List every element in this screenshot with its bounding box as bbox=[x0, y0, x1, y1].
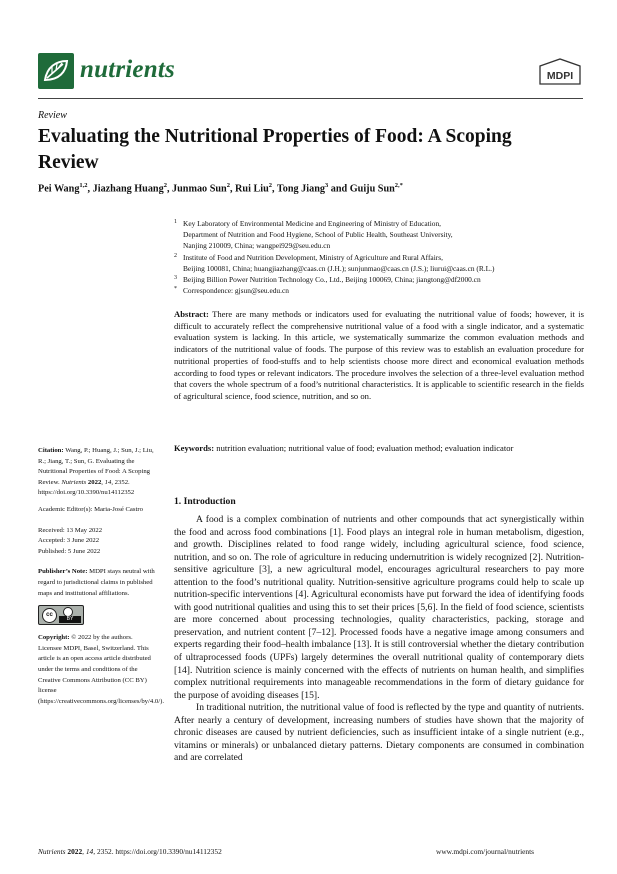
publisher-note-label: Publisher’s Note: bbox=[38, 568, 88, 576]
affiliations bbox=[174, 218, 594, 296]
author-list bbox=[38, 182, 403, 194]
author-separator: and bbox=[328, 183, 350, 195]
citation: Citation: Wang, P.; Huang, J.; Sun, J.; Liu, R.; Jiang, T.; Sun, G. Evaluating the Nutritional Properties of Food: A Scoping Review. Nutrients 2022, 14, 2352. https://doi.org/10.3390/nu14112352 bbox=[38, 447, 154, 497]
paragraph-1: A food is a complex combination of nutrients and other compounds that act synergistically within the food and across food combinations [1]. Food plays an integral role in human metabolism, digestion, and growth. Disciplines related to food range widely, including agricultural science, food science, nutrition, and so on. The role of agriculture in reducing undernutrition is widely recognized [2]. Nutrition-sensitive agriculture [3], a new agricultural model, encourages agricultural researchers to pay more attention to the food’s nutritional quality. Nutrition-sensitive agriculture programs could help to scale up nutrition-specific interventions [4]. Agricultural economists have put forward the idea of identifying foods with good nutritional qualities and using this to set their prices [5,6]. In the field of food science, scientists are more concerned about processing technologies, quality characteristics, packing, storage and preservation, and nutrient content [7–12]. Processed foods have a negative image among consumers and experts regarding their food–health imbalance [13]. It is still controversial whether the dietary contribution of ultraprocessed foods (UPFs) largely determines the overall nutritional quality of contemporary diets [14]. Nutrition science is mainly concerned with the effects of nutrients on human health, and simplifies complex nutritional requirements into manageable recommendations in the form of dietary guidance for the purpose of avoiding diseases [15]. bbox=[174, 514, 584, 701]
affiliation-item bbox=[174, 252, 594, 274]
mdpi-logo bbox=[538, 58, 582, 86]
accepted-date: Accepted: 3 June 2022 bbox=[38, 537, 100, 545]
citation-doi-link[interactable]: https://doi.org/10.3390/nu14112352 bbox=[38, 489, 135, 497]
body-text bbox=[174, 514, 584, 765]
author-name: Junmao Sun bbox=[172, 183, 227, 195]
publisher-note-text: MDPI stays neutral with regard to jurisdictional claims in published maps and institutional affiliations. bbox=[38, 568, 155, 597]
header-rule bbox=[38, 98, 583, 99]
affiliation-line: Nanjing 210009, China; wangpei929@seu.edu.cn bbox=[183, 241, 331, 251]
author-separator: , bbox=[272, 183, 277, 195]
affiliation-marker: 2 bbox=[174, 252, 177, 259]
copyright-text: © 2022 by the authors. Licensee MDPI, Basel, Switzerland. This article is an open access article distributed under the terms and conditions of the Creative Commons Attribution (CC BY) license (https://creativecommons.org/licenses/by/4.0/). bbox=[38, 634, 164, 705]
cc-by-license-icon[interactable] bbox=[38, 605, 84, 625]
abstract bbox=[174, 309, 584, 403]
affiliation-item bbox=[174, 274, 594, 285]
author-name: Jiazhang Huang bbox=[92, 183, 164, 195]
author-affiliation-marker: 2 bbox=[163, 182, 167, 189]
author-name: Pei Wang bbox=[38, 183, 80, 195]
author-name: Rui Liu bbox=[235, 183, 269, 195]
footer-journal-url[interactable]: www.mdpi.com/journal/nutrients bbox=[436, 847, 535, 856]
copyright bbox=[38, 633, 164, 707]
affiliation-line: Institute of Food and Nutrition Development, Ministry of Agriculture and Rural Affairs, bbox=[183, 252, 443, 262]
author-affiliation-marker: 3 bbox=[324, 182, 329, 189]
affiliation-line: Beijing 100081, China; huangjiazhang@caas.cn (J.H.); sunjunmao@caas.cn (J.S.); liurui@caas.cn (R.L.) bbox=[183, 263, 495, 273]
footer-journal: Nutrients bbox=[38, 847, 66, 856]
citation-label: Citation: bbox=[38, 447, 64, 454]
keywords-label: Keywords: bbox=[174, 443, 215, 453]
academic-editor: Academic Editor(s): Maria-José Castro bbox=[38, 505, 143, 513]
footer-citation: Nutrients 2022, 14, 2352. https://doi.org/10.3390/nu14112352 bbox=[38, 847, 222, 856]
sidebar bbox=[38, 446, 164, 713]
author-separator: , bbox=[166, 183, 173, 195]
nutrients-leaf-icon bbox=[38, 53, 74, 89]
author-affiliation-marker: 1,2 bbox=[79, 182, 88, 189]
copyright-label: Copyright: bbox=[38, 634, 70, 642]
author-separator: , bbox=[229, 183, 236, 195]
affiliation-line: Correspondence: gjsun@seu.edu.cn bbox=[183, 286, 289, 296]
keywords bbox=[174, 443, 584, 455]
citation-journal: Nutrients bbox=[61, 478, 87, 486]
publisher-note bbox=[38, 567, 158, 599]
footer-volume: 14 bbox=[85, 847, 94, 856]
author-affiliation-marker: 2,* bbox=[394, 182, 403, 189]
citation-text: Wang, P.; Huang, J.; Sun, J.; Liu, R.; Jiang, T.; Sun, G. Evaluating the Nutritional Properties of Food: A Scoping Review. bbox=[38, 447, 154, 486]
citation-volume: 14 bbox=[104, 478, 112, 486]
affiliation-line: Beijing Billion Power Nutrition Technology Co., Ltd., Beijing 100069, China; jiangtong@df2000.cn bbox=[183, 275, 481, 285]
by-icon: BY bbox=[59, 616, 81, 623]
author-name: Guiju Sun bbox=[349, 183, 395, 195]
citation-year: 2022 bbox=[87, 478, 102, 486]
abstract-label: Abstract: bbox=[174, 309, 209, 319]
affiliation-item bbox=[174, 218, 594, 252]
affiliation-marker: 1 bbox=[174, 219, 177, 225]
affiliation-line: Department of Nutrition and Food Hygiene, School of Public Health, Southeast University, bbox=[183, 230, 453, 240]
author-name: Tong Jiang bbox=[276, 183, 325, 195]
affiliation-marker: * bbox=[174, 286, 177, 293]
published-date: Published: 5 June 2022 bbox=[38, 547, 101, 555]
keywords-text: nutrition evaluation; nutritional value of food; evaluation method; evaluation indicator bbox=[216, 443, 514, 453]
citation-pages: , 2352. bbox=[111, 478, 130, 486]
cc-icon: cc bbox=[42, 608, 57, 623]
section-heading: 1. Introduction bbox=[174, 496, 236, 507]
affiliation-line: Key Laboratory of Environmental Medicine and Engineering of Ministry of Education, bbox=[183, 219, 441, 228]
author-affiliation-marker: 2 bbox=[226, 182, 230, 189]
article-title: Evaluating the Nutritional Properties of Food: A Scoping Review bbox=[38, 126, 512, 173]
article-type: Review bbox=[38, 110, 67, 121]
affiliation-item bbox=[174, 285, 594, 296]
affiliation-marker: 3 bbox=[174, 275, 177, 282]
mdpi-logo-text: MDPI bbox=[546, 70, 574, 82]
abstract-text: There are many methods or indicators used for evaluating the nutritional value of foods; however, it is difficult to accurately reflect the comprehensive nutritional value of a food with a single indicator, and a systematic evaluation system is lacking. In this article, we systematically summarize the common evaluation methods and indicators of the nutritional value of foods. The purpose of this review was to establish an evaluation procedure for nutritional properties of food-stuffs and to help scientists choose more direct and economical evaluation methods according to food types or relevant indicators. The procedure involves the selection of a three-level evaluation method that covers the whole spectrum of a food’s nutritional characteristics. It is applicable to scientific research in the fields of agricultural science, food science, nutrition, and so on. bbox=[174, 309, 584, 401]
paragraph-2: In traditional nutrition, the nutritional value of food is reflected by the type and quantity of nutrients. After nearly a century of development, increasing numbers of studies have shown that the majority of chronic diseases are caused by nutrient deficiencies, such as insufficient intake of a single nutrient (e.g., vitamins or minerals) or unbalanced dietary patterns. Dietary components are consumed in combination and are correlated bbox=[174, 702, 584, 764]
author-affiliation-marker: 2 bbox=[268, 182, 272, 189]
received-date: Received: 13 May 2022 bbox=[38, 526, 103, 534]
footer-rest: , 2352. https://doi.org/10.3390/nu14112352 bbox=[93, 847, 222, 856]
journal-name: nutrients bbox=[80, 56, 175, 83]
footer-year: 2022 bbox=[67, 847, 83, 856]
author-separator: , bbox=[87, 183, 93, 195]
